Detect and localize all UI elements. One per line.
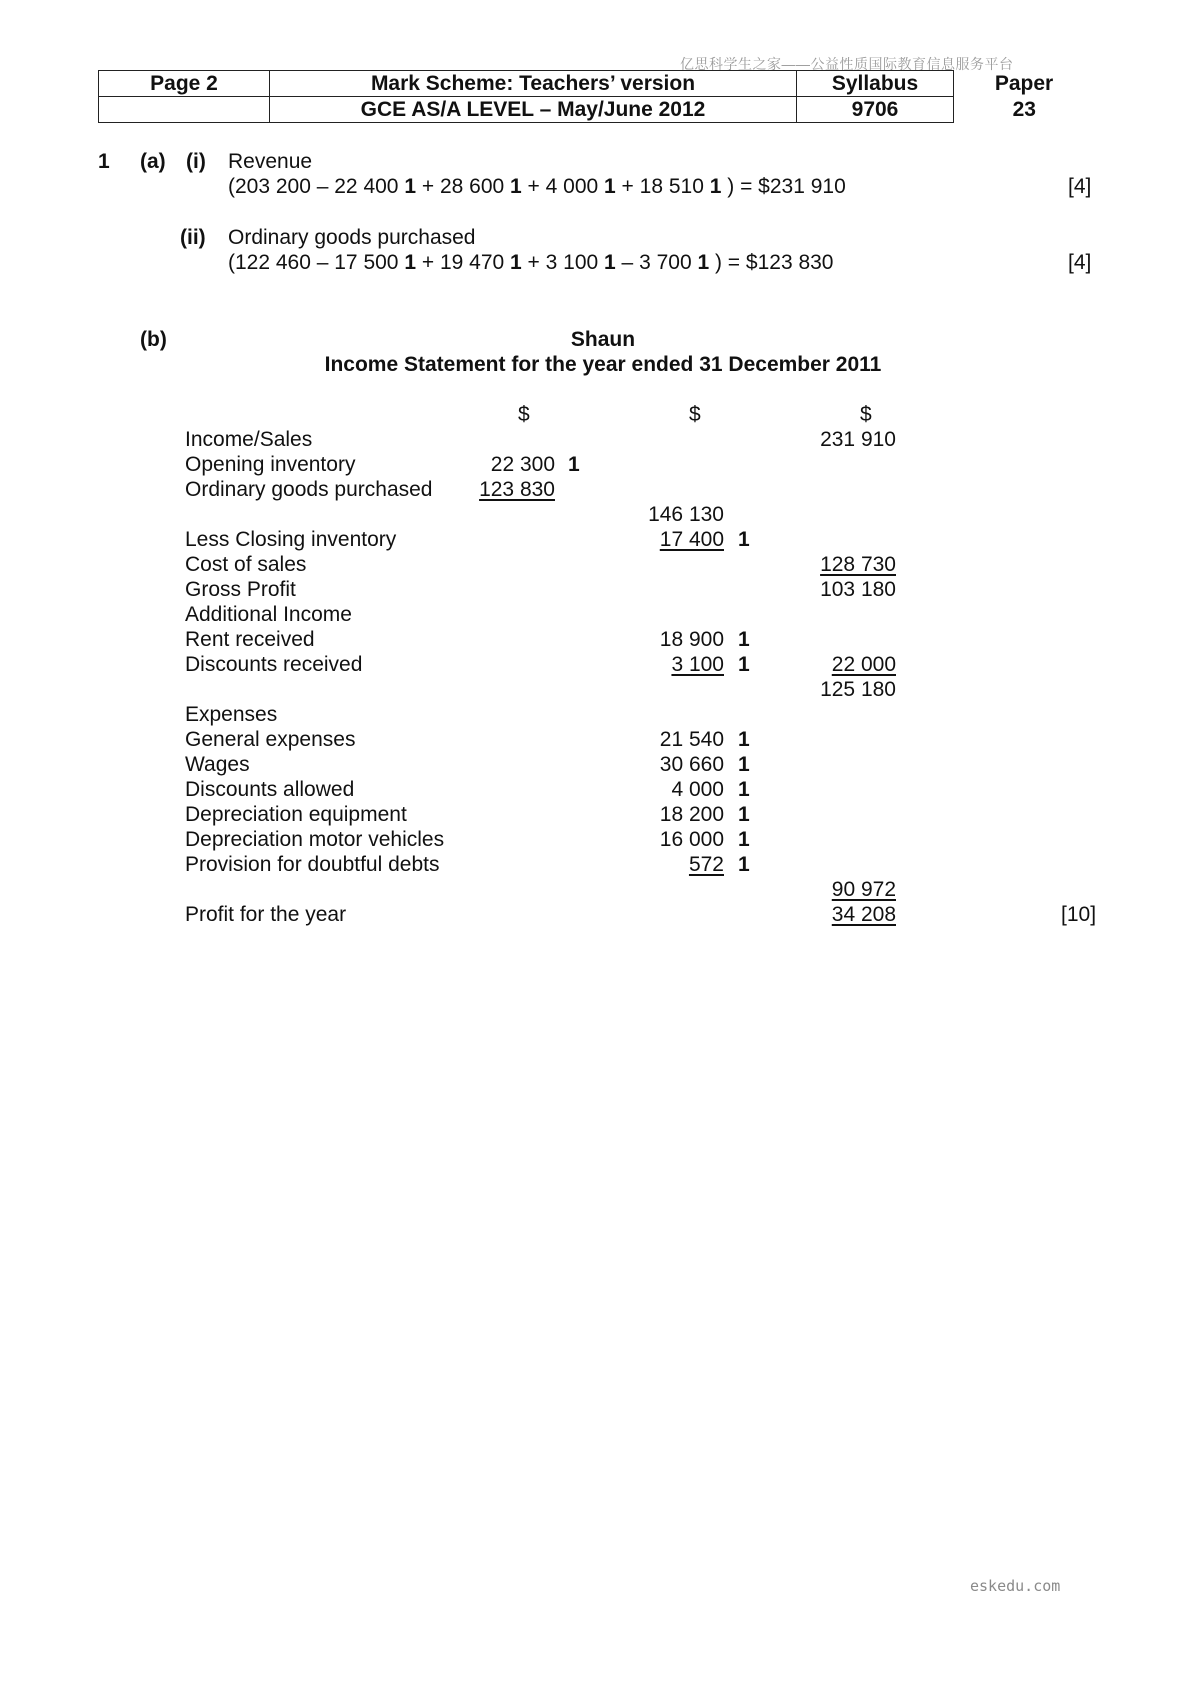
revenue-title: Revenue [228,150,313,173]
row-label: Additional Income [185,603,352,626]
row-col2-mark: 1 [738,653,750,676]
row-label: Profit for the year [185,903,347,926]
part-i-mark: [4] [1068,175,1092,198]
statement-row-wages [0,753,1190,778]
statement-row-rent-received [0,628,1190,653]
row-col2-value: 16 000 [659,828,724,851]
part-i-label: (i) [186,150,206,173]
row-col2-value: 18 200 [659,803,724,826]
row-label: Depreciation motor vehicles [185,828,445,851]
row-col2-mark: 1 [738,853,750,876]
row-col2-mark: 1 [738,628,750,651]
row-label: Cost of sales [185,553,307,576]
row-col1-value: 22 300 [490,453,555,476]
row-col1-value: 123 830 [479,478,555,501]
row-label: Gross Profit [185,578,296,601]
currency-header-row [0,403,1190,428]
row-label: Rent received [185,628,315,651]
header-title: Mark Scheme: Teachers’ version [270,71,797,97]
row-label: Discounts received [185,653,363,676]
watermark-top: 亿思科学生之家——公益性质国际教育信息服务平台 [680,56,1014,72]
row-col3-value: 231 910 [820,428,896,451]
row-col3-value: 34 208 [831,903,896,926]
currency-col1: $ [518,403,530,426]
statement-row-discounts-allowed [0,778,1190,803]
part-b-mark: [10] [1061,903,1097,926]
part-a-label: (a) [140,150,166,173]
statement-row-closing-inventory [0,528,1190,553]
row-col2-mark: 1 [738,528,750,551]
row-col2-mark: 1 [738,728,750,751]
row-col2-value: 4 000 [671,778,724,801]
question-number: 1 [98,150,110,173]
currency-col3: $ [860,403,872,426]
row-col3-value: 128 730 [820,553,896,576]
statement-row-provision-doubtful-debts [0,853,1190,878]
row-col3-value: 103 180 [820,578,896,601]
header-table [98,70,1095,123]
row-col2-value: 572 [688,853,724,876]
statement-row-total-income [0,678,1190,703]
statement-row-opening-inventory [0,453,1190,478]
row-label: Opening inventory [185,453,356,476]
header-paper: 23 [1012,98,1036,121]
statement-row-general-expenses [0,728,1190,753]
purchases-title: Ordinary goods purchased [228,226,476,249]
statement-row-additional-income [0,603,1190,628]
statement-row-depreciation-equipment [0,803,1190,828]
row-col2-mark: 1 [738,778,750,801]
header-page: Page 2 [99,71,270,97]
row-col2-value: 146 130 [648,503,724,526]
header-paper-label: Paper [994,72,1054,95]
currency-col2: $ [689,403,701,426]
part-b-label: (b) [140,328,167,351]
row-col2-mark: 1 [738,828,750,851]
row-col2-value: 30 660 [659,753,724,776]
row-label: Discounts allowed [185,778,355,801]
watermark-bottom: eskedu.com [970,1577,1061,1595]
statement-row-gross-profit [0,578,1190,603]
part-ii-mark: [4] [1068,251,1092,274]
statement-row-subtotal [0,503,1190,528]
header-exam: GCE AS/A LEVEL – May/June 2012 [270,97,797,123]
statement-row-expenses-heading [0,703,1190,728]
row-col2-mark: 1 [738,803,750,826]
statement-row-profit-for-year [0,903,1190,928]
header-syllabus: 9706 [797,97,954,123]
row-label: Expenses [185,703,278,726]
row-col1-mark: 1 [568,453,580,476]
row-col2-value: 18 900 [659,628,724,651]
row-label: Income/Sales [185,428,313,451]
statement-title: Income Statement for the year ended 31 December 2011 [324,353,882,376]
statement-row-depreciation-motor-vehicles [0,828,1190,853]
statement-name: Shaun [570,328,636,351]
statement-row-goods-purchased [0,478,1190,503]
revenue-calculation: (203 200 – 22 400 1 + 28 600 1 + 4 000 1 + 18 510 1 ) = $231 910 [228,175,846,198]
row-col3-value: 90 972 [831,878,896,901]
statement-row-income [0,428,1190,453]
header-syllabus-label: Syllabus [797,71,954,97]
row-col2-value: 17 400 [659,528,724,551]
row-col2-mark: 1 [738,753,750,776]
row-label: Wages [185,753,250,776]
row-col2-value: 21 540 [659,728,724,751]
header-empty-cell [99,97,270,123]
row-label: General expenses [185,728,356,751]
row-label: Provision for doubtful debts [185,853,440,876]
row-col3-value: 22 000 [831,653,896,676]
statement-row-discounts-received [0,653,1190,678]
row-col2-value: 3 100 [671,653,724,676]
row-label: Less Closing inventory [185,528,397,551]
row-label: Depreciation equipment [185,803,407,826]
purchases-calculation: (122 460 – 17 500 1 + 19 470 1 + 3 100 1 – 3 700 1 ) = $123 830 [228,251,834,274]
part-ii-label: (ii) [180,226,206,249]
row-col3-value: 125 180 [820,678,896,701]
row-label: Ordinary goods purchased [185,478,433,501]
statement-row-cost-of-sales [0,553,1190,578]
statement-row-total-expenses [0,878,1190,903]
